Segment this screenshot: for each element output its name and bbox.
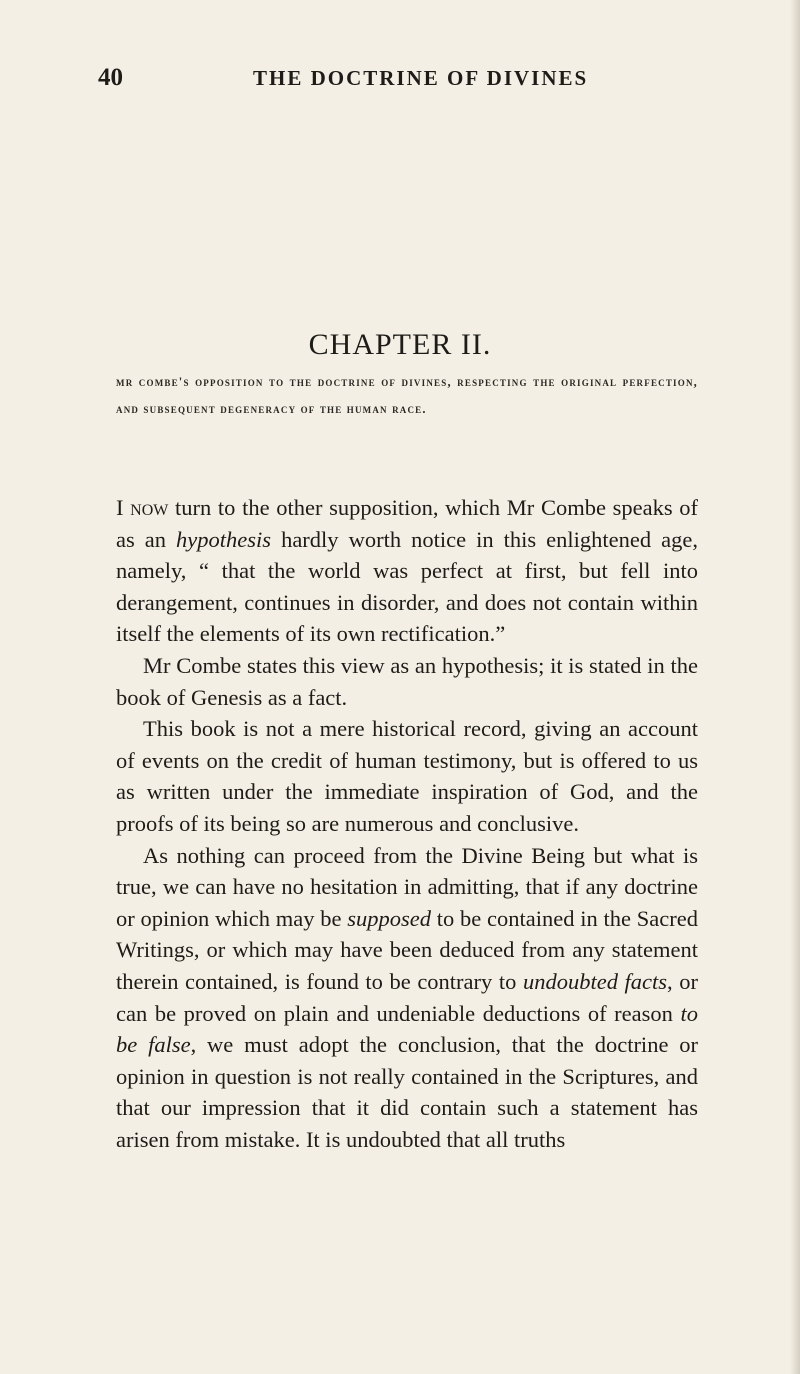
chapter-summary: mr combe's opposition to the doctrine of divines, respecting the original perfection, and subsequent degeneracy of the human race. [116, 375, 698, 416]
opening-letter: I [116, 495, 124, 520]
paragraph-2: Mr Combe states this view as an hypothesis; it is stated in the book of Genesis as a fact. [116, 652, 698, 710]
chapter-title: CHAPTER II. [308, 328, 492, 361]
emphasis: hypothesis [176, 526, 272, 552]
opening-word: now [130, 495, 169, 520]
body-text [116, 492, 698, 1155]
text-run: to be contained in the Sacred Writings, or which may have been deduced from any statement therein contained, is found to be contrary to [116, 905, 698, 994]
emphasis: to be false [116, 1000, 698, 1058]
text-run: turn to the other supposition, which Mr Combe speaks of as an [116, 495, 698, 552]
text-run: hardly worth notice in this enlightened age, namely, “ that the world was perfect at first, but fell into derangement, continues in disorder, and does not contain within itself the elements of its own rectification.” [116, 526, 698, 647]
text-run: , we must adopt the conclusion, that the doctrine or opinion in question is not really contained in the Scriptures, and that our impression that it did contain such a statement has arisen from mistake. It is undoubted that all truths [116, 1032, 699, 1152]
text-run: , or can be proved on plain and undeniable deductions of reason [116, 968, 699, 1026]
paragraph-4 [116, 840, 698, 1156]
page-edge-shadow [790, 0, 800, 1374]
paragraph-3: This book is not a mere historical record, giving an account of events on the credit of human testimony, but is offered to us as written under the immediate inspiration of God, and the proofs of its being so are numerous and conclusive. [116, 716, 698, 836]
running-head [0, 64, 800, 94]
text-run: As nothing can proceed from the Divine Being but what is true, we can have no hesitation in admitting, that if any doctrine or opinion which may be [116, 842, 698, 931]
page-number: 40 [98, 64, 123, 91]
emphasis: supposed [347, 905, 432, 931]
paragraph-1 [116, 492, 698, 650]
emphasis: undoubted facts [522, 968, 668, 994]
running-title: THE DOCTRINE OF DIVINES [253, 66, 589, 90]
